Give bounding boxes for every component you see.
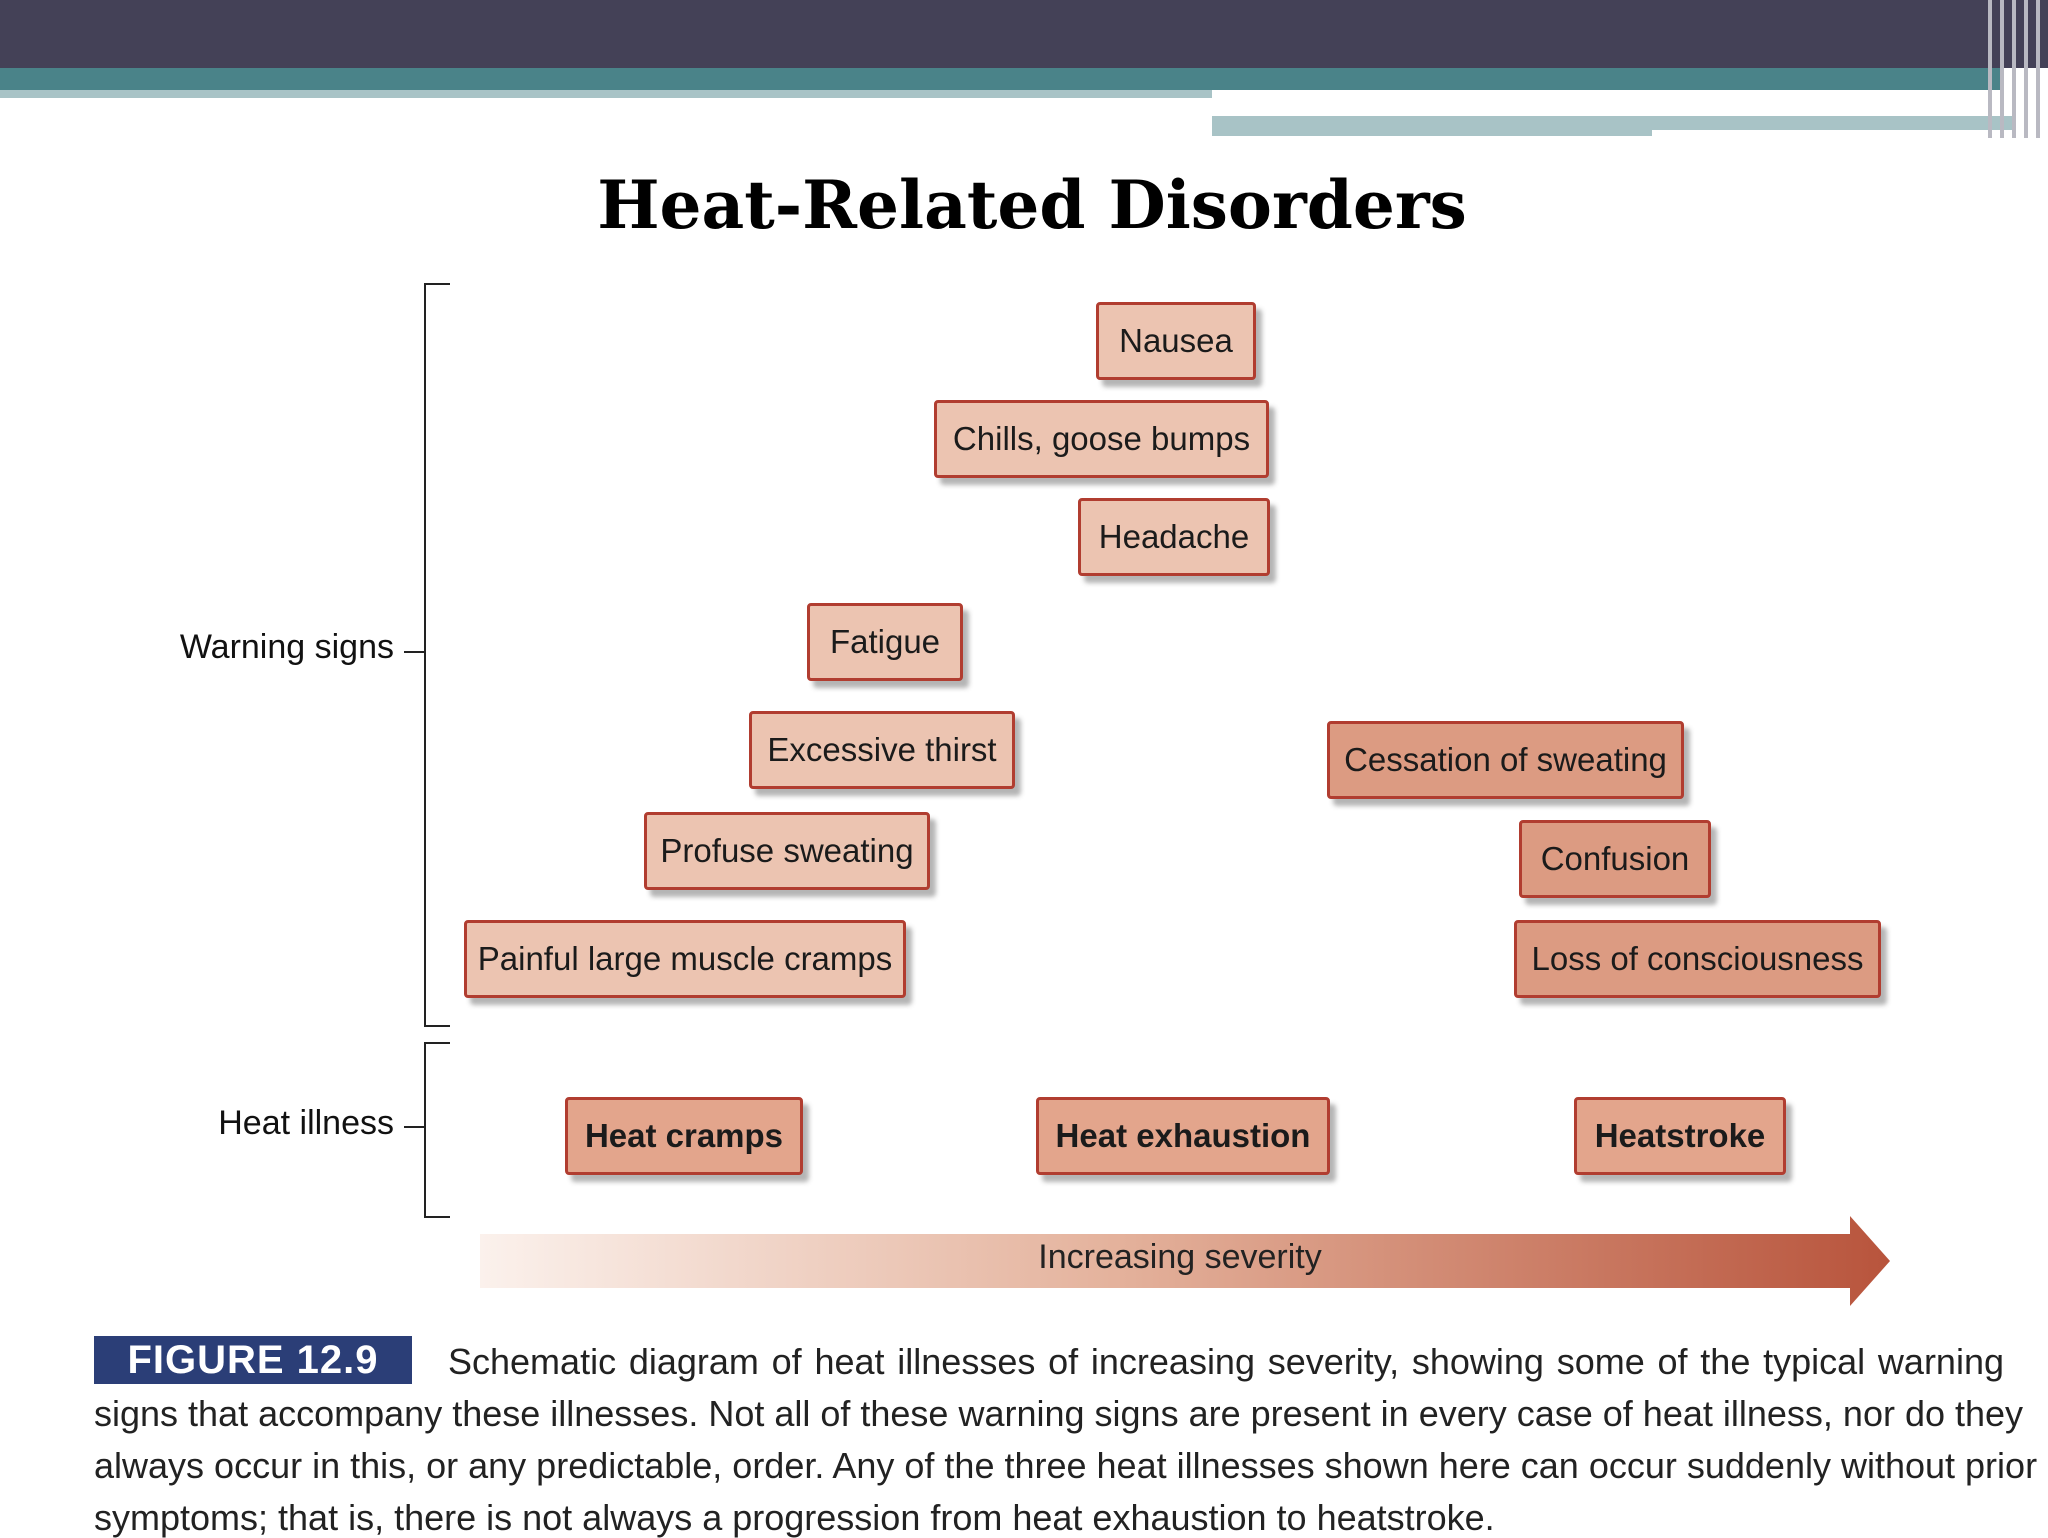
figure-tag: FIGURE 12.9 <box>94 1336 412 1384</box>
illness-heatstroke: Heatstroke <box>1574 1097 1786 1175</box>
header-stripe <box>2036 0 2040 138</box>
severity-label: Increasing severity <box>1038 1238 1322 1276</box>
sign-excessive-thirst: Excessive thirst <box>749 711 1015 789</box>
caption-line-4: symptoms; that is, there is not always a progression from heat exhaustion to heatstroke. <box>94 1497 1495 1538</box>
header-stripe <box>2024 0 2028 138</box>
warning-signs-bracket <box>424 283 450 1027</box>
illness-heat-exhaustion: Heat exhaustion <box>1036 1097 1330 1175</box>
page-title: Heat-Related Disorders <box>597 166 1467 244</box>
header-accent-band <box>0 68 2000 90</box>
sign-loss-of-consciousness: Loss of consciousness <box>1514 920 1881 998</box>
sign-fatigue: Fatigue <box>807 603 963 681</box>
illness-heat-cramps: Heat cramps <box>565 1097 803 1175</box>
caption-line-2: signs that accompany these illnesses. Not all of these warning signs are present in every case of heat illness, nor do they <box>94 1393 2024 1434</box>
sign-muscle-cramps: Painful large muscle cramps <box>464 920 906 998</box>
header-stripe <box>1988 0 1992 138</box>
header-stripe <box>2012 0 2016 138</box>
sign-nausea: Nausea <box>1096 302 1256 380</box>
warning-signs-tick <box>404 651 424 653</box>
header-stripe <box>2000 0 2004 138</box>
sign-profuse-sweating: Profuse sweating <box>644 812 930 890</box>
sign-confusion: Confusion <box>1519 820 1711 898</box>
heat-illness-tick <box>404 1126 424 1128</box>
sign-cessation-of-sweating: Cessation of sweating <box>1327 721 1684 799</box>
sign-chills: Chills, goose bumps <box>934 400 1269 478</box>
caption-line-3: always occur in this, or any predictable, order. Any of the three heat illnesses shown here can occur suddenly without prior <box>94 1445 2038 1486</box>
header-divider-line <box>1212 110 1897 114</box>
warning-signs-label: Warning signs <box>179 628 394 666</box>
heat-illness-bracket <box>424 1042 450 1218</box>
caption-line-1: Schematic diagram of heat illnesses of increasing severity, showing some of the typical warning <box>448 1341 2004 1382</box>
header-light-band <box>0 90 1212 98</box>
header-bar <box>0 0 2048 68</box>
header-divider-line-2 <box>1652 130 2012 136</box>
heat-illness-label: Heat illness <box>218 1104 394 1142</box>
sign-headache: Headache <box>1078 498 1270 576</box>
